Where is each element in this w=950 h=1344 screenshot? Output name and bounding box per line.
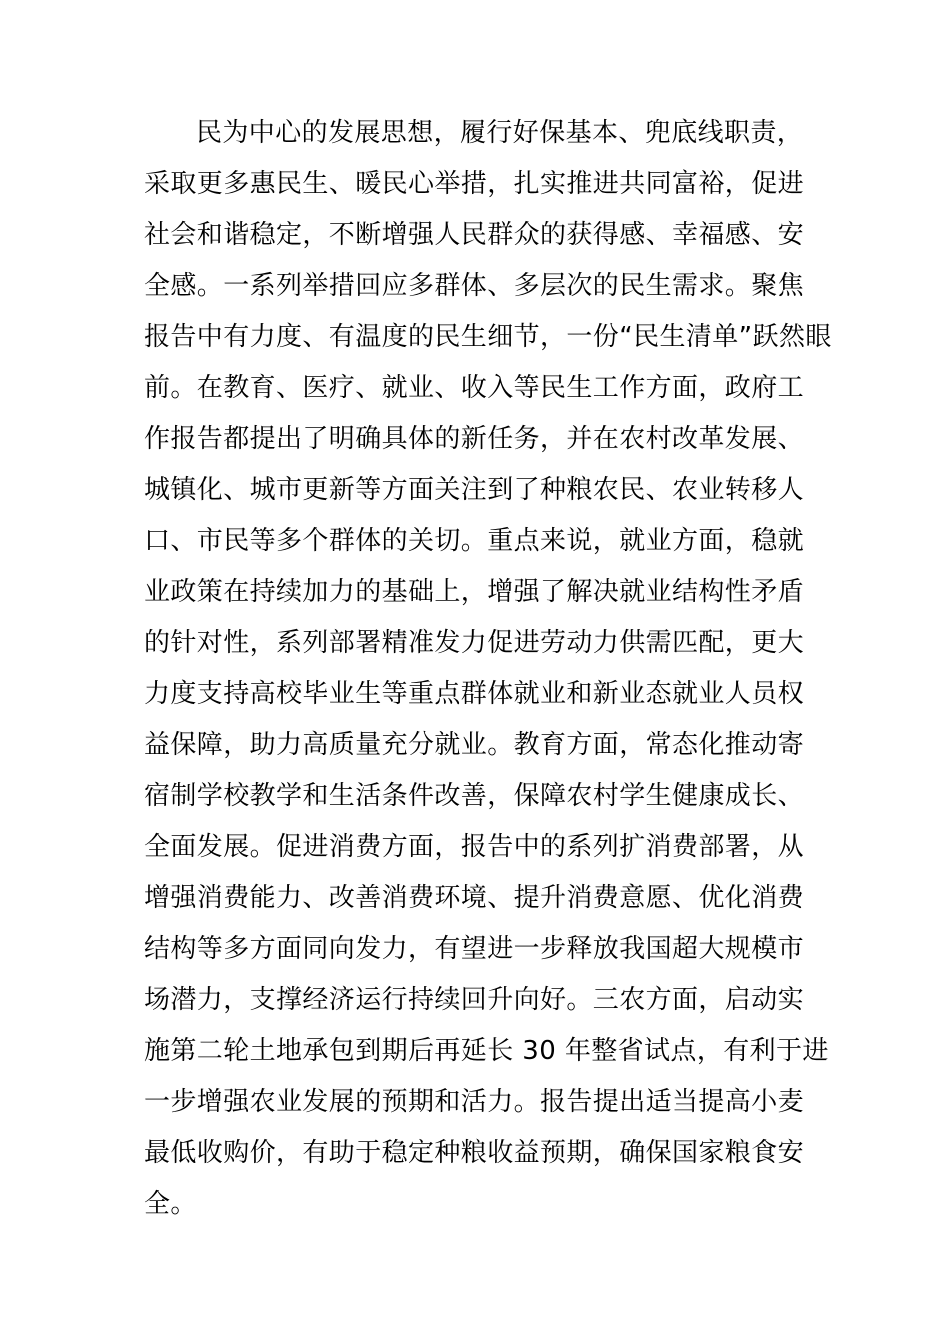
paragraph-line: 施第二轮土地承包到期后再延长 30 年整省试点，有利于进: [144, 1036, 829, 1066]
paragraph-line: 全面发展。促进消费方面，报告中的系列扩消费部署，从: [144, 832, 805, 862]
paragraph-line: 采取更多惠民生、暖民心举措，扎实推进共同富裕，促进: [144, 169, 805, 199]
paragraph-line: 口、市民等多个群体的关切。重点来说，就业方面，稳就: [144, 526, 805, 556]
paragraph-line: 力度支持高校毕业生等重点群体就业和新业态就业人员权: [144, 679, 805, 709]
paragraph-line: 作报告都提出了明确具体的新任务，并在农村改革发展、: [144, 424, 805, 454]
paragraph-line: 最低收购价，有助于稳定种粮收益预期，确保国家粮食安: [144, 1138, 805, 1168]
paragraph-line: 前。在教育、医疗、就业、收入等民生工作方面，政府工: [144, 373, 805, 403]
paragraph-line: 城镇化、城市更新等方面关注到了种粮农民、农业转移人: [144, 475, 805, 505]
paragraph-line: 社会和谐稳定，不断增强人民群众的获得感、幸福感、安: [144, 220, 805, 250]
paragraph-line: 的针对性，系列部署精准发力促进劳动力供需匹配，更大: [144, 628, 805, 658]
paragraph-line: 全。: [144, 1189, 197, 1219]
paragraph-line: 宿制学校教学和生活条件改善，保障农村学生健康成长、: [144, 781, 805, 811]
paragraph-line: 益保障，助力高质量充分就业。教育方面，常态化推动寄: [144, 730, 805, 760]
paragraph-line: 一步增强农业发展的预期和活力。报告提出适当提高小麦: [144, 1087, 805, 1117]
paragraph-line: 全感。一系列举措回应多群体、多层次的民生需求。聚焦: [144, 271, 805, 301]
body-paragraph: [144, 108, 832, 1230]
paragraph-line: 民为中心的发展思想，履行好保基本、兜底线职责，: [196, 118, 804, 148]
paragraph-line: 结构等多方面同向发力，有望进一步释放我国超大规模市: [144, 934, 805, 964]
paragraph-line: 报告中有力度、有温度的民生细节，一份“民生清单”跃然眼: [144, 322, 832, 352]
paragraph-line: 增强消费能力、改善消费环境、提升消费意愿、优化消费: [144, 883, 805, 913]
paragraph-line: 业政策在持续加力的基础上，增强了解决就业结构性矛盾: [144, 577, 805, 607]
paragraph-line: 场潜力，支撑经济运行持续回升向好。三农方面，启动实: [144, 985, 805, 1015]
